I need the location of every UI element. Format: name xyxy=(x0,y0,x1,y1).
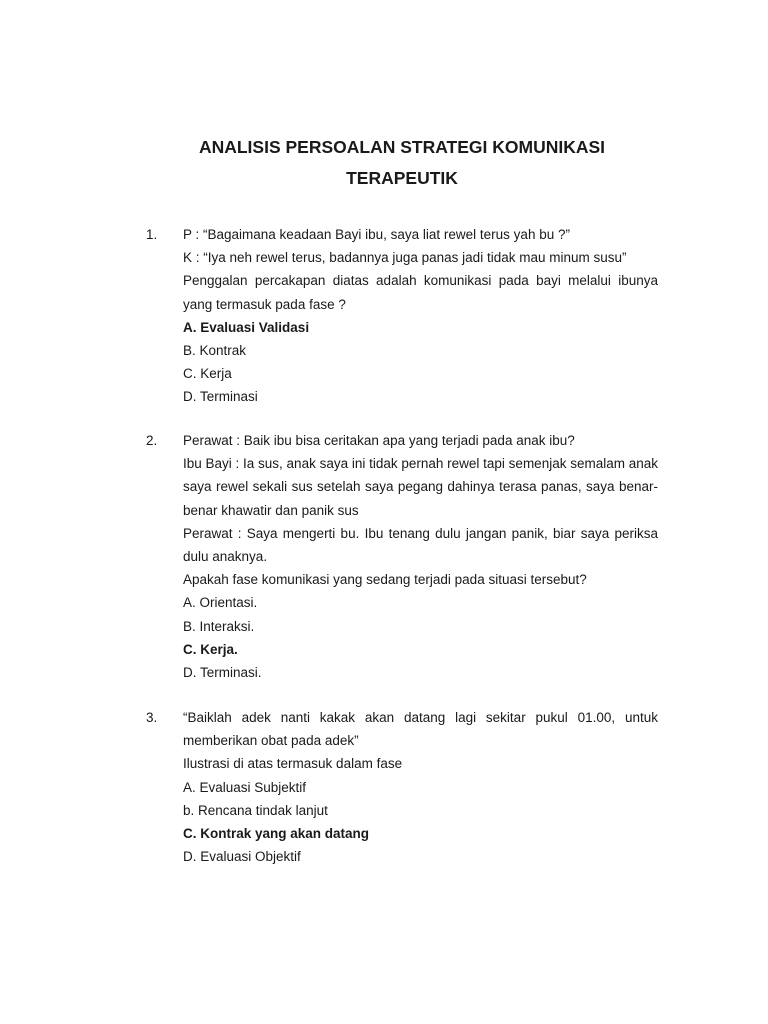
dialogue-line: Perawat : Baik ibu bisa ceritakan apa yang terjadi pada anak ibu? xyxy=(183,433,575,448)
answer-option-d: D. Evaluasi Objektif xyxy=(183,849,301,865)
question-body xyxy=(183,429,658,684)
answer-option-c: C. Kontrak yang akan datang xyxy=(183,825,370,841)
question-body xyxy=(183,706,658,868)
question-number: 3. xyxy=(146,710,158,725)
dialogue-paragraph: “Baiklah adek nanti kakak akan datang lagi sekitar pukul 01.00, untuk memberikan obat pada adek” xyxy=(183,710,658,749)
question-number: 2. xyxy=(146,433,158,448)
answer-option-c: C. Kerja. xyxy=(183,641,238,657)
answer-option-b: B. Interaksi. xyxy=(183,618,255,634)
question-prompt: Ilustrasi di atas termasuk dalam fase xyxy=(183,756,403,772)
answer-option-c: C. Kerja xyxy=(183,366,232,382)
answer-option-d: D. Terminasi xyxy=(183,389,258,405)
document-title-line-1: ANALISIS PERSOALAN STRATEGI KOMUNIKASI xyxy=(198,137,606,157)
question-number: 1. xyxy=(146,227,158,242)
answer-option-b: b. Rencana tindak lanjut xyxy=(183,802,328,818)
question-prompt: Apakah fase komunikasi yang sedang terjadi pada situasi tersebut? xyxy=(183,572,587,588)
dialogue-line: K : “Iya neh rewel terus, badannya juga panas jadi tidak mau minum susu” xyxy=(183,250,627,266)
question-body xyxy=(183,223,658,409)
dialogue-line: P : “Bagaimana keadaan Bayi ibu, saya liat rewel terus yah bu ?” xyxy=(183,227,570,242)
document-title-line-2: TERAPEUTIK xyxy=(346,168,458,188)
answer-option-a: A. Evaluasi Subjektif xyxy=(183,779,307,795)
dialogue-paragraph: Ibu Bayi : Ia sus, anak saya ini tidak pernah rewel tapi semenjak semalam anak saya rewel sekali sus setelah saya pegang dahinya terasa panas, saya benar-benar khawatir dan panik sus xyxy=(183,456,658,518)
answer-option-d: D. Terminasi. xyxy=(183,664,262,680)
dialogue-paragraph: Perawat : Saya mengerti bu. Ibu tenang dulu jangan panik, biar saya periksa dulu anaknya. xyxy=(183,525,658,564)
question-prompt: Penggalan percakapan diatas adalah komunikasi pada bayi melalui ibunya yang termasuk pada fase ? xyxy=(183,273,658,312)
answer-option-a: A. Orientasi. xyxy=(183,595,258,611)
answer-option-a: A. Evaluasi Validasi xyxy=(183,319,310,335)
answer-option-b: B. Kontrak xyxy=(183,342,247,358)
